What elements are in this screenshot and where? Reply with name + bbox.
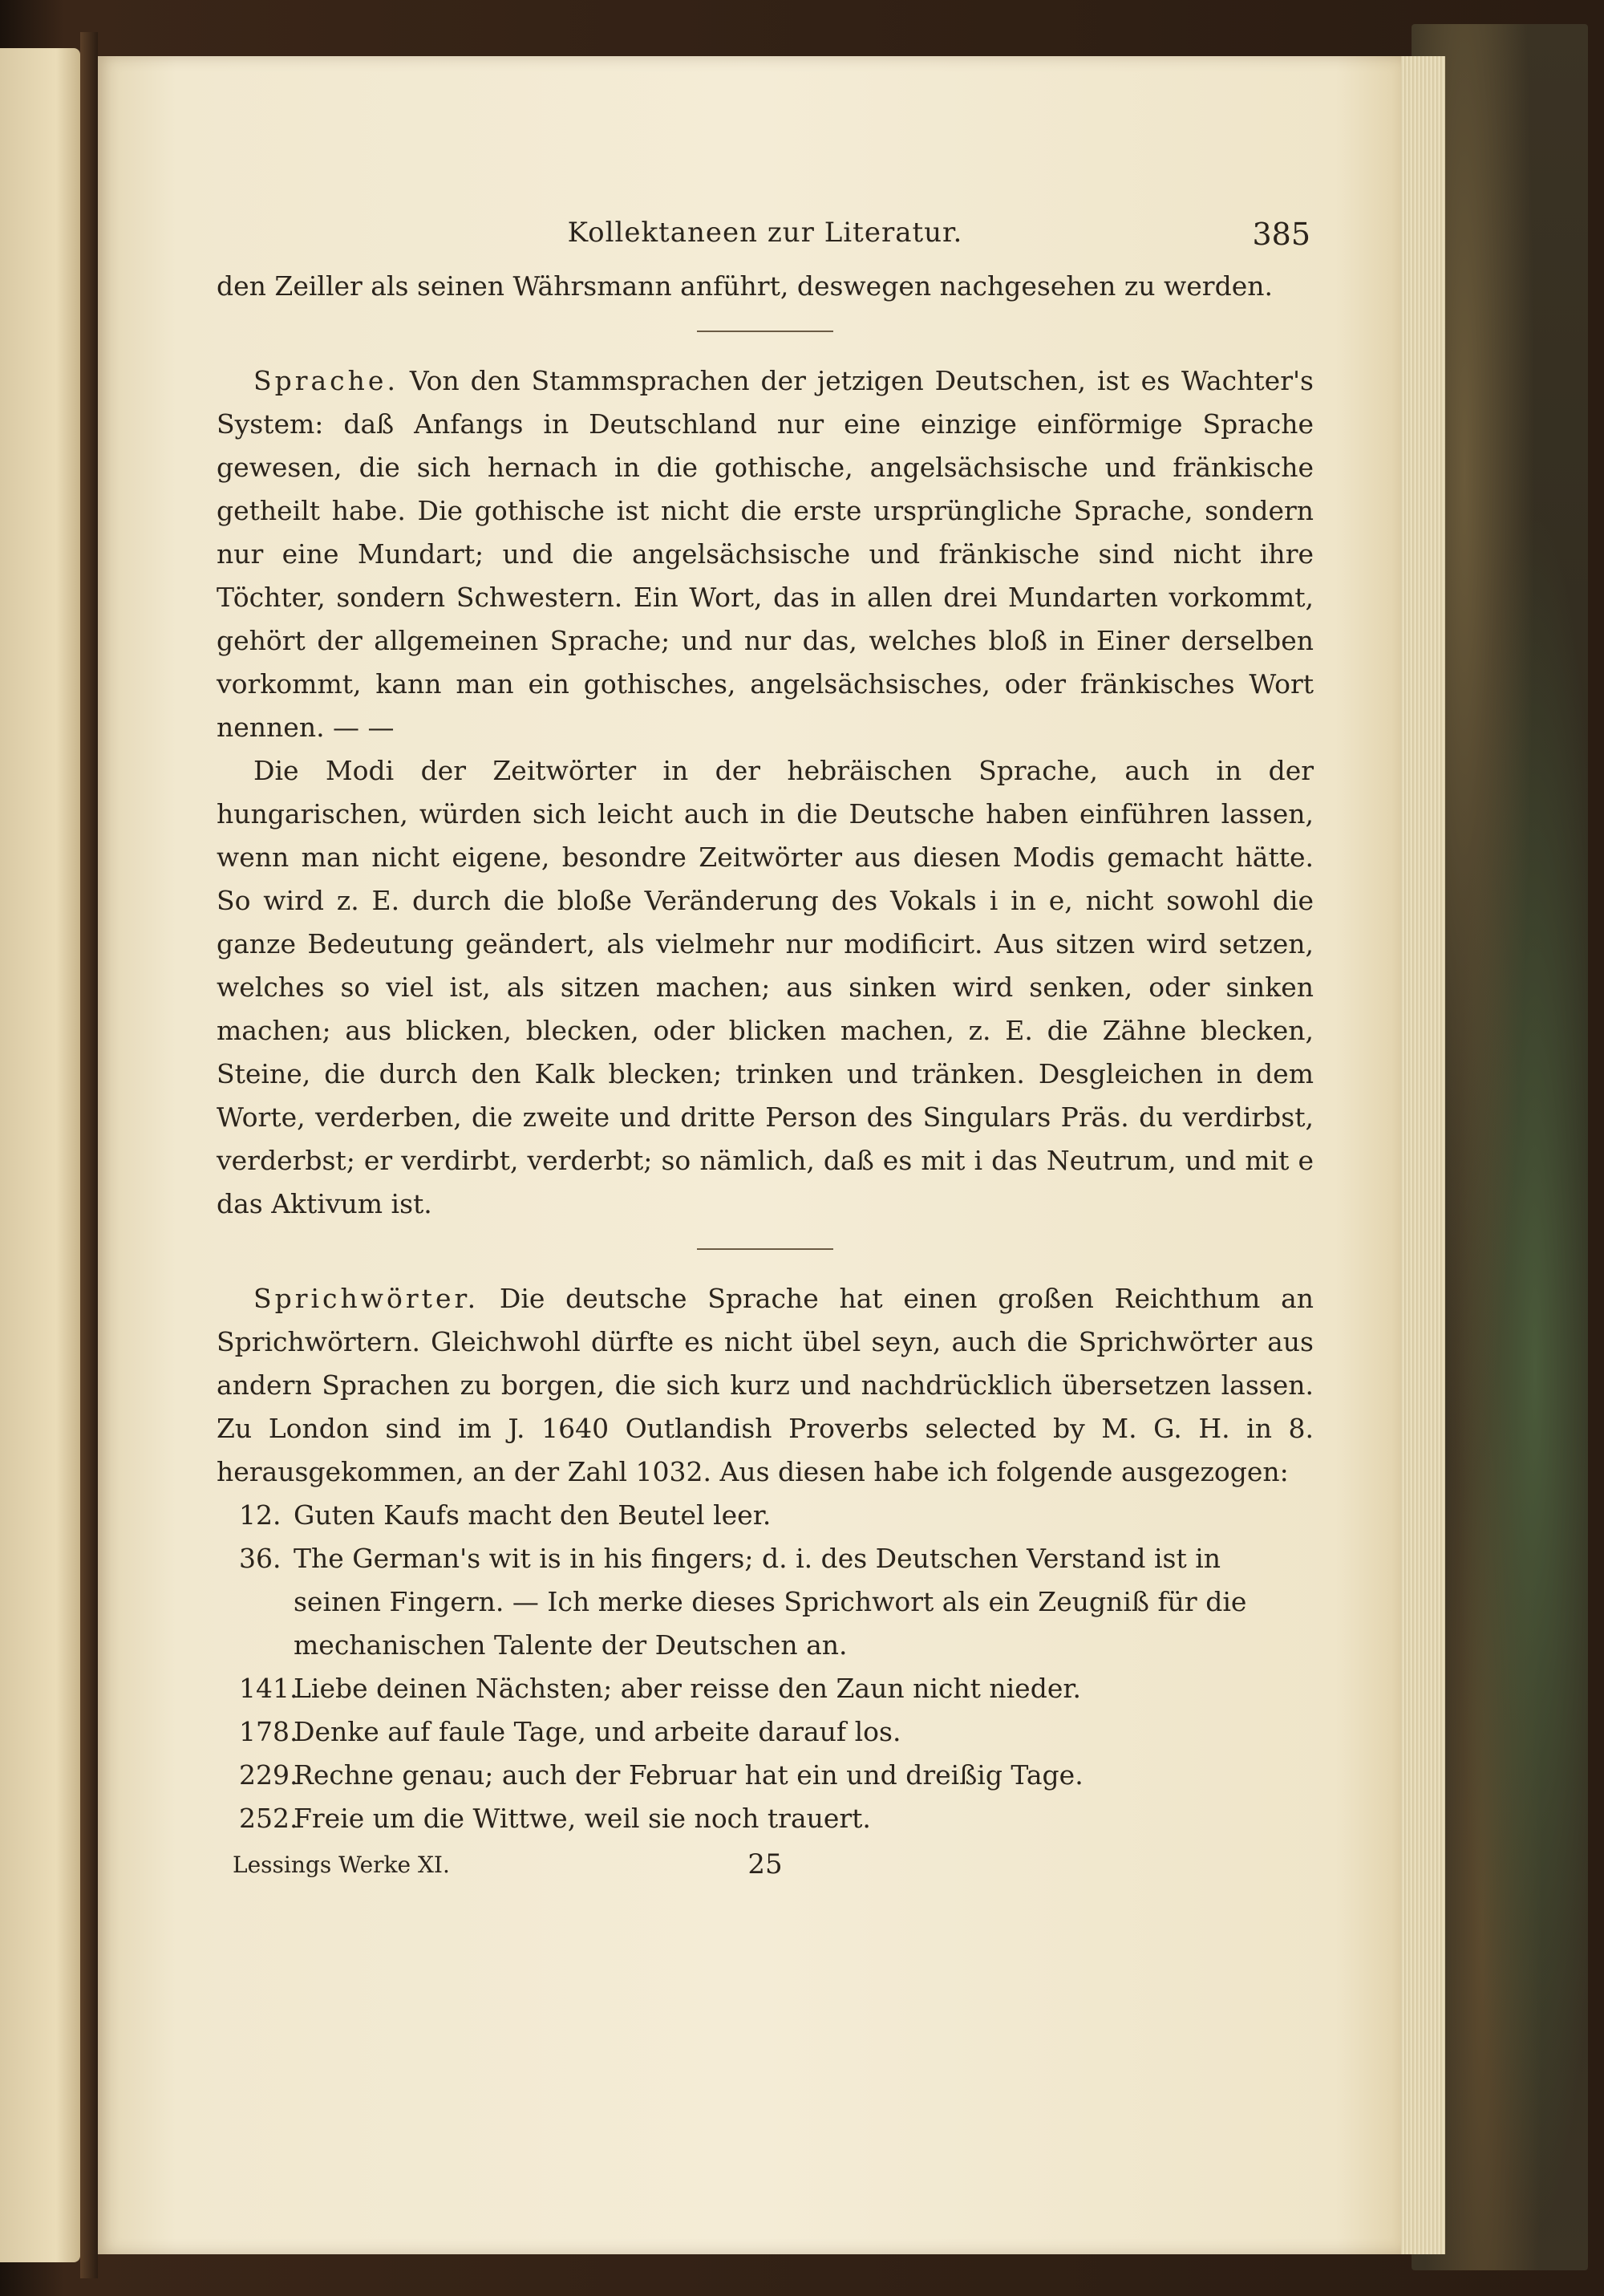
section-divider [697,1248,833,1250]
signature-mark: Lessings Werke XI. [233,1852,450,1878]
proverb-text: Liebe deinen Nächsten; aber reisse den Zaun nicht nieder. [294,1673,1082,1704]
sheet-number: 25 [747,1848,783,1880]
proverb-number: 12. [239,1499,282,1531]
proverb-number: 229. [239,1759,298,1791]
proverb-text: Denke auf faule Tage, und arbeite darauf los. [294,1716,901,1747]
paragraph-sprichwoerter [217,1277,1314,1494]
section-divider [697,331,833,332]
list-item [217,1754,1314,1797]
section-heading-sprache: Sprache. [253,365,399,396]
page-header [217,217,1314,265]
paragraph-sprichwoerter-text: Die deutsche Sprache hat einen großen Reichthum an Sprichwörtern. Gleichwohl dürfte es nicht übel seyn, auch die Sprichwörter aus andern Sprachen zu borgen, die sich kurz und nachdrücklich übersetzen lassen. Zu London sind im J. 1640 Outlandish Proverbs selected by M. G. H. in 8. herausgekommen, an der Zahl 1032. Aus diesen habe ich folgende ausgezogen: [217,1283,1314,1487]
page-block-edges [1399,56,1445,2254]
list-item [217,1537,1314,1667]
proverb-text: Freie um die Wittwe, weil sie noch trauert. [294,1803,871,1834]
proverb-number: 141. [239,1673,298,1704]
section-heading-sprichwoerter: Sprichwörter. [253,1283,480,1314]
page-number: 385 [1252,217,1310,252]
running-title: Kollektaneen zur Literatur. [567,217,963,249]
text-column [217,217,1314,1895]
proverb-text: Rechne genau; auch der Februar hat ein und dreißig Tage. [294,1759,1084,1791]
book-spine-gutter [80,32,98,2278]
list-item [217,1494,1314,1537]
list-item [217,1667,1314,1710]
proverb-text: The German's wit is in his fingers; d. i. des Deutschen Verstand ist in seinen Fingern. — Ich merke dieses Sprichwort als ein Zeugniß für die mechanischen Talente der Deutschen an. [294,1543,1247,1661]
body-text [217,265,1314,1494]
book-page [98,56,1401,2254]
list-item [217,1797,1314,1840]
proverb-number: 252. [239,1803,298,1834]
paragraph-continuation: den Zeiller als seinen Währsmann anführt, deswegen nachgesehen zu werden. [217,270,1273,302]
proverb-number: 178. [239,1716,298,1747]
page-footer [217,1847,1314,1895]
paragraph-sprache-text: Von den Stammsprachen der jetzigen Deutschen, ist es Wachter's System: daß Anfangs in Deutschland nur eine einzige einförmige Sprache gewesen, die sich hernach in die gothische, angelsächsische und fränkische getheilt habe. Die gothische ist nicht die erste ursprüngliche Sprache, sondern nur eine Mundart; und die angelsächsische und fränkische sind nicht ihre Töchter, sondern Schwestern. Ein Wort, das in allen drei Mundarten vorkommt, gehört der allgemeinen Sprache; und nur das, welches bloß in Einer derselben vorkommt, kann man ein gothisches, angelsächsisches, oder fränkisches Wort nennen. — — [217,365,1314,743]
list-item [217,1710,1314,1754]
proverb-number: 36. [239,1543,282,1574]
proverb-list [217,1494,1314,1840]
paragraph-modi: Die Modi der Zeitwörter in der hebräischen Sprache, auch in der hungarischen, würden sich leicht auch in die Deutsche haben einführen lassen, wenn man nicht eigene, besondre Zeitwörter aus diesen Modis gemacht hätte. So wird z. E. durch die bloße Veränderung des Vokals i in e, nicht sowohl die ganze Bedeutung geändert, als vielmehr nur modificirt. Aus sitzen wird setzen, welches so viel ist, als sitzen machen; aus sinken wird senken, oder sinken machen; aus blicken, blecken, oder blicken machen, z. E. die Zähne blecken, Steine, die durch den Kalk blecken; trinken und tränken. Desgleichen in dem Worte, verderben, die zweite und dritte Person des Singulars Präs. du verdirbst, verderbst; er verdirbt, verderbt; so nämlich, daß es mit i das Neutrum, und mit e das Aktivum ist. [217,755,1314,1219]
proverb-text: Guten Kaufs macht den Beutel leer. [294,1499,772,1531]
paragraph-sprache [217,359,1314,749]
facing-page-edge [0,48,80,2262]
